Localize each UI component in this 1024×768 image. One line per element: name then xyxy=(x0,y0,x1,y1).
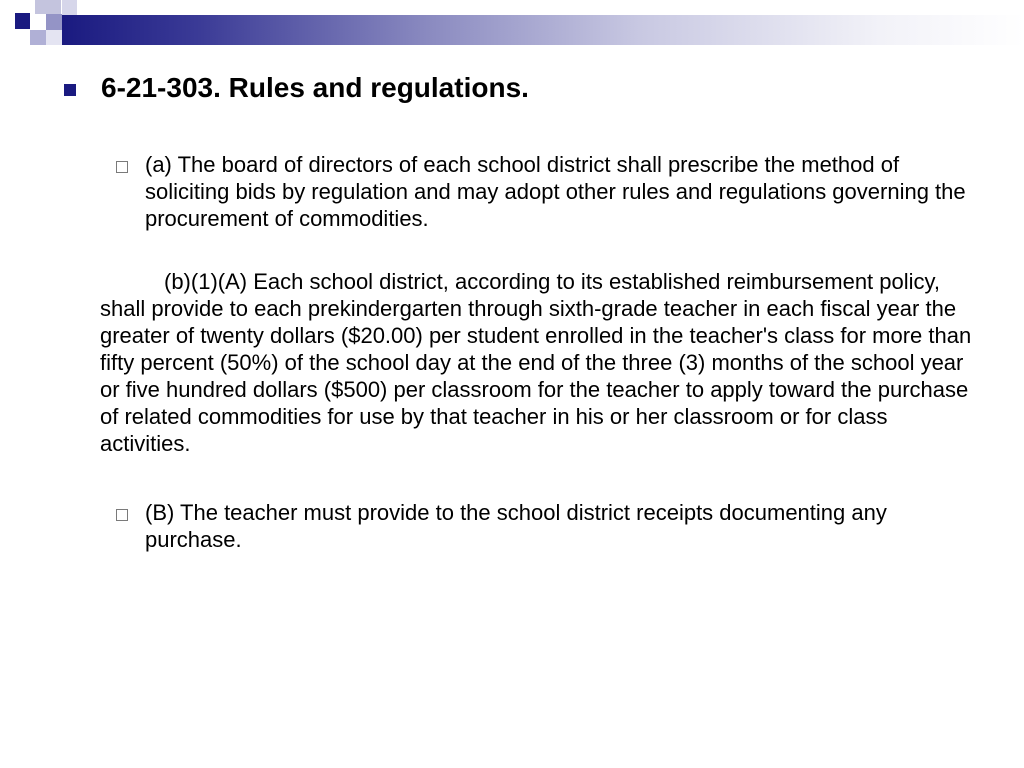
paragraph-c: (B) The teacher must provide to the school district receipts documenting any purchase. xyxy=(145,500,887,552)
hollow-square-bullet-icon xyxy=(116,161,128,173)
paragraph-b: (b)(1)(A) Each school district, according to its established reimbursement policy, shall provide to each prekindergarten through sixth-grade teacher in each fiscal year the greater of twenty dollars ($20.00) per student enrolled in the teacher's class for more than fifty percent (50%) of the school day at the end of the three (3) months of the school year or five hundred dollars ($500) per classroom for the teacher to apply toward the purchase of related commodities for use by that teacher in his or her classroom or for class activities. xyxy=(100,269,972,456)
header-gradient-bar xyxy=(62,15,1024,45)
hollow-square-bullet-icon xyxy=(116,509,128,521)
slide-title: 6-21-303. Rules and regulations. xyxy=(101,72,529,103)
decor-square xyxy=(62,0,77,15)
decor-square xyxy=(46,14,62,30)
decor-square xyxy=(46,30,62,45)
decor-square xyxy=(30,30,46,45)
decor-square xyxy=(35,0,61,14)
filled-square-bullet-icon xyxy=(64,84,76,96)
decor-square xyxy=(15,13,30,29)
paragraph-a: (a) The board of directors of each school district shall prescribe the method of soliciting bids by regulation and may adopt other rules and regulations governing the procurement of commodities. xyxy=(145,152,966,231)
